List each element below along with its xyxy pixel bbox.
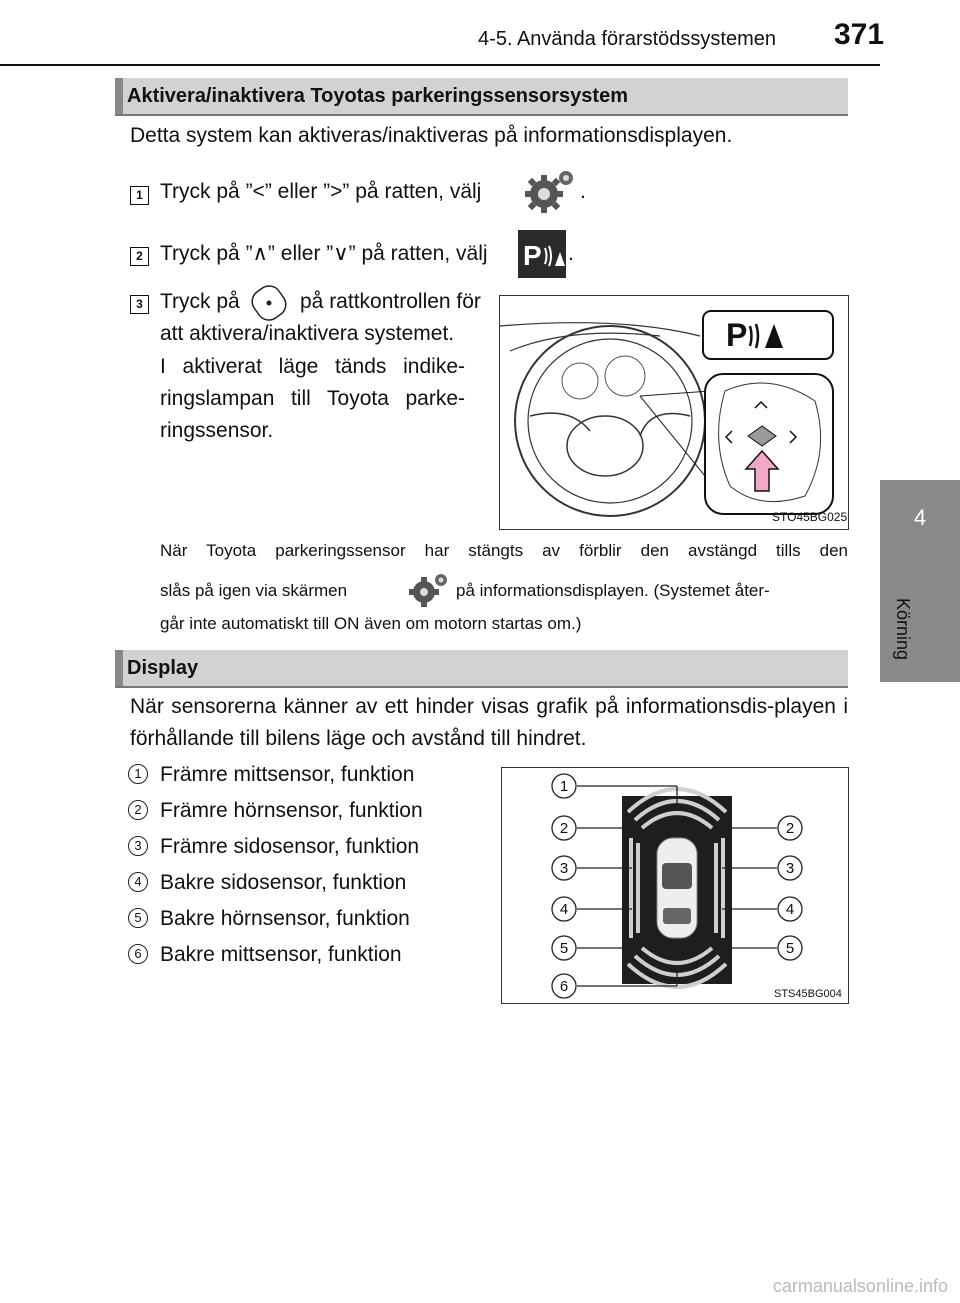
legend-label: Främre sidosensor, funktion <box>160 835 420 858</box>
legend-label: Bakre mittsensor, funktion <box>160 943 402 966</box>
step-number: 3 <box>130 295 149 314</box>
settings-gear-icon-small <box>406 570 450 615</box>
figure-code: STS45BG004 <box>774 988 842 1000</box>
header-rule <box>0 64 880 66</box>
svg-text:P: P <box>523 240 542 271</box>
callout-number: 4 <box>559 901 569 918</box>
callout-number: 2 <box>559 820 569 837</box>
step-number: 1 <box>130 186 149 205</box>
note-line-2-after: på informationsdisplayen. (Systemet åter- <box>456 581 770 600</box>
legend-number: 6 <box>128 944 148 964</box>
watermark: carmanualsonline.info <box>772 1276 948 1296</box>
note-line-3: går inte automatiskt till ON även om motorn startas om.) <box>160 614 582 633</box>
chapter-label: Körning <box>893 598 913 661</box>
legend-number: 3 <box>128 836 148 856</box>
bar-stripe <box>115 78 123 114</box>
section-title-bar <box>115 78 848 116</box>
legend-number: 4 <box>128 872 148 892</box>
callout-number: 2 <box>785 820 795 837</box>
step-2-text-before: Tryck på ”∧” eller ”∨” på ratten, välj <box>160 242 488 265</box>
legend-label: Bakre hörnsensor, funktion <box>160 907 410 930</box>
page-number: 371 <box>834 18 885 51</box>
callout-number: 3 <box>559 860 569 877</box>
legend-label: Främre hörnsensor, funktion <box>160 799 423 822</box>
callout-number: 6 <box>559 978 569 995</box>
intro-text: Detta system kan aktiveras/inaktiveras på informationsdisplayen. <box>130 124 733 147</box>
legend-number: 1 <box>128 764 148 784</box>
settings-gear-icon <box>522 166 578 221</box>
step-number: 2 <box>130 247 149 266</box>
parking-sensor-icon <box>518 230 566 278</box>
step-3-text-after: på rattkontrollen för att aktivera/inaktivera systemet. <box>160 290 481 345</box>
note-line-2-before: slås på igen via skärmen <box>160 581 348 600</box>
legend-number: 5 <box>128 908 148 928</box>
chapter-number: 4 <box>913 505 927 530</box>
svg-text:P: P <box>726 317 748 353</box>
note-line-1: När Toyota parkeringssensor har stängts av förblir den avstängd tills den <box>160 541 848 560</box>
callout-number: 4 <box>785 901 795 918</box>
callout-number: 5 <box>785 940 795 957</box>
section-title: Aktivera/inaktivera Toyotas parkeringssensorsystem <box>127 85 628 107</box>
indicator-text: I aktiverat läge tänds indike-ringslampan till Toyota parke-ringssensor. <box>160 355 465 442</box>
figure-code: STO45BG025 <box>772 510 848 524</box>
section-title: Display <box>127 657 199 679</box>
step-1-text-after: . <box>580 180 586 203</box>
callout-number: 5 <box>559 940 569 957</box>
step-2-text-after: . <box>568 242 574 265</box>
section-header: 4-5. Använda förarstödssystemen <box>478 28 776 50</box>
legend-label: Bakre sidosensor, funktion <box>160 871 407 894</box>
step-3-text-before: Tryck på <box>160 290 240 313</box>
step-1-text-before: Tryck på ”<” eller ”>” på ratten, välj <box>160 180 482 203</box>
bar-stripe <box>115 650 123 686</box>
steering-wheel-figure <box>499 295 849 530</box>
legend-number: 2 <box>128 800 148 820</box>
section-title-bar <box>115 650 848 688</box>
callout-number: 1 <box>559 778 569 795</box>
display-intro-text: När sensorerna känner av ett hinder visas grafik på informationsdis-playen i förhållande till bilens läge och avstånd till hindret. <box>130 695 848 750</box>
callout-number: 3 <box>785 860 795 877</box>
legend-label: Främre mittsensor, funktion <box>160 763 415 786</box>
sensor-display-figure <box>501 767 849 1004</box>
